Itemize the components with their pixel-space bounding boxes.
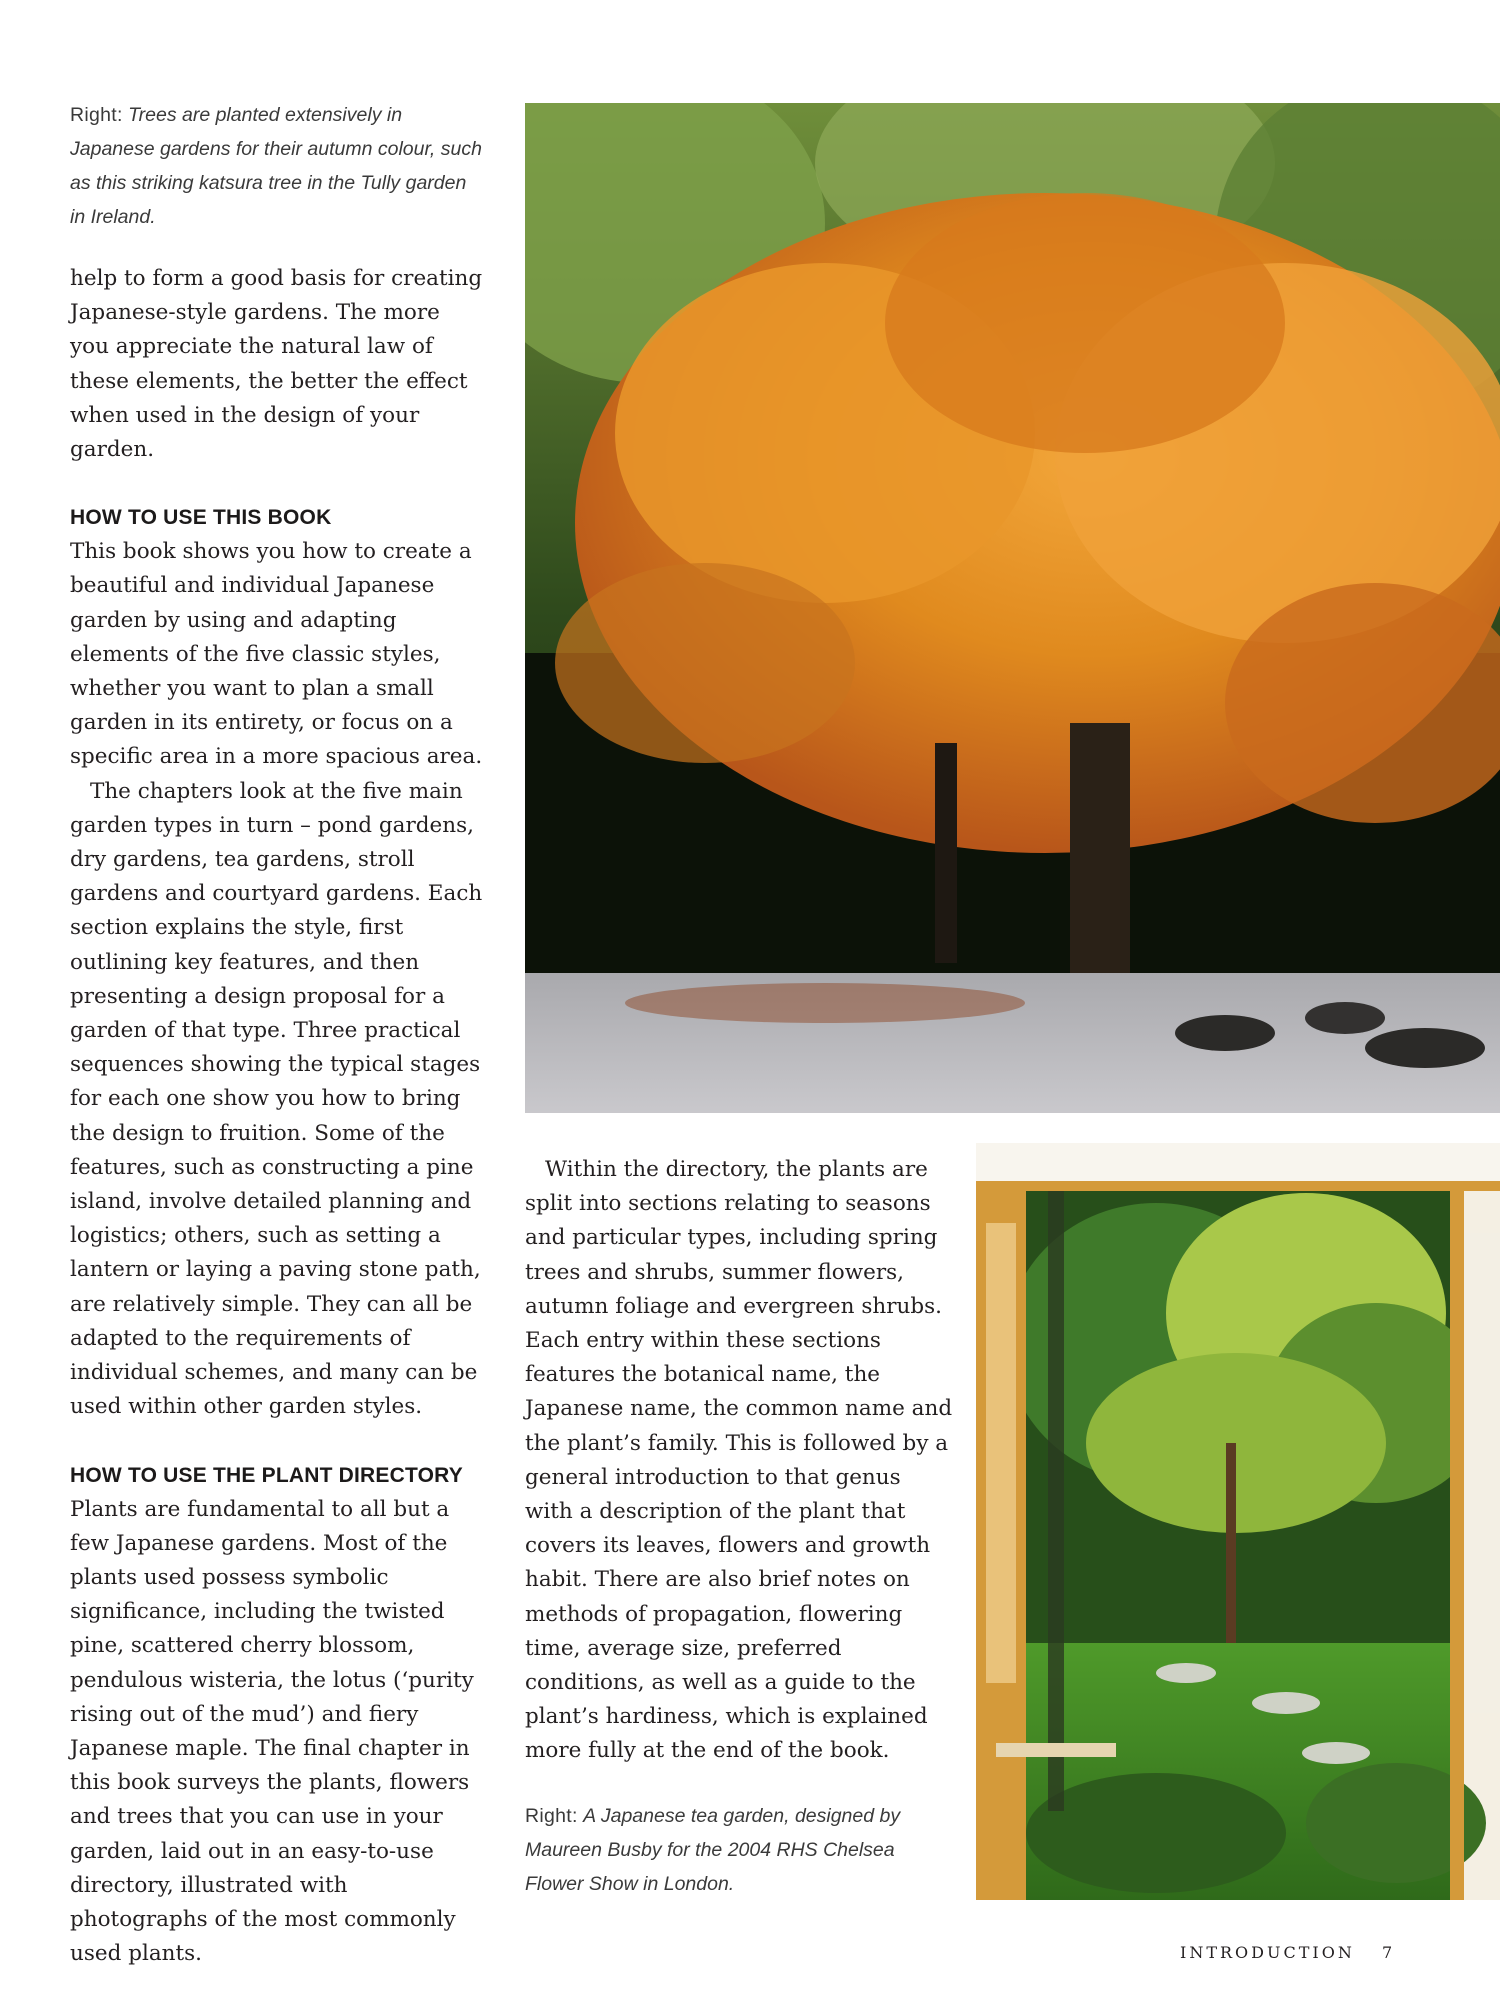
caption-text: Trees are planted extensively in Japanese gardens for their autumn colour, such as this striking katsura tree in the Tully garden in Ireland. [70,104,482,228]
caption-lead: Right: [70,104,123,126]
caption-lead: Right: [525,1804,578,1827]
running-footer-section: INTRODUCTION [1180,1943,1355,1962]
heading-plant-directory: HOW TO USE THE PLANT DIRECTORY [70,1463,463,1487]
left-column [70,98,485,1971]
book-paragraph-1: This book shows you how to create a beautiful and individual Japanese garden by using and adapting elements of the five classic styles, whether you want to plan a small garden in its entirety, or focus on a specific area in a more spacious area. [70,539,483,770]
caption-text: A Japanese tea garden, designed by Maureen Busby for the 2004 RHS Chelsea Flower Show in London. [525,1804,901,1895]
book-paragraph-2: The chapters look at the five main garden types in turn – pond gardens, dry gardens, tea gardens, stroll gardens and courtyard gardens. Each section explains the style, first outlining key features, and then presenting a design proposal for a garden of that type. Three practical sequences showing the typical stages for each one show you how to bring the design to fruition. Some of the features, such as constructing a pine island, involve detailed planning and logistics; others, such as setting a lantern or laying a paving stone path, are relatively simple. They can all be adapted to the requirements of individual schemes, and many can be used within other garden styles. [70,778,483,1420]
middle-column [525,1153,955,1901]
middle-paragraph: Within the directory, the plants are split into sections relating to seasons and particular types, including spring trees and shrubs, summer flowers, autumn foliage and evergreen shrubs. Each entry within these sections features the botanical name, the Japanese name, the common name and the plant’s family. This is followed by a general introduction to that genus with a description of the plant that covers its leaves, flowers and growth habit. There are also brief notes on methods of propagation, flowering time, average size, preferred conditions, as well as a guide to the plant’s hardiness, which is explained more fully at the end of the book. [525,1157,953,1764]
photo-katsura-tree [525,103,1500,1113]
caption-katsura [70,98,485,234]
directory-paragraph-1: Plants are fundamental to all but a few Japanese gardens. Most of the plants used possess symbolic significance, including the twisted pine, scattered cherry blossom, pendulous wisteria, the lotus (‘purity rising out of the mud’) and fiery Japanese maple. The final chapter in this book surveys the plants, flowers and trees that you can use in your garden, laid out in an easy-to-use directory, illustrated with photographs of the most commonly used plants. [70,1496,474,1967]
page-number: 7 [1382,1943,1393,1962]
heading-how-to-use-book: HOW TO USE THIS BOOK [70,506,332,530]
intro-paragraph: help to form a good basis for creating Japanese-style gardens. The more you appreciate the natural law of these elements, the better the effect when used in the design of your garden. [70,266,483,463]
photo-tea-garden [976,1143,1500,1900]
caption-tea-garden [525,1799,955,1901]
